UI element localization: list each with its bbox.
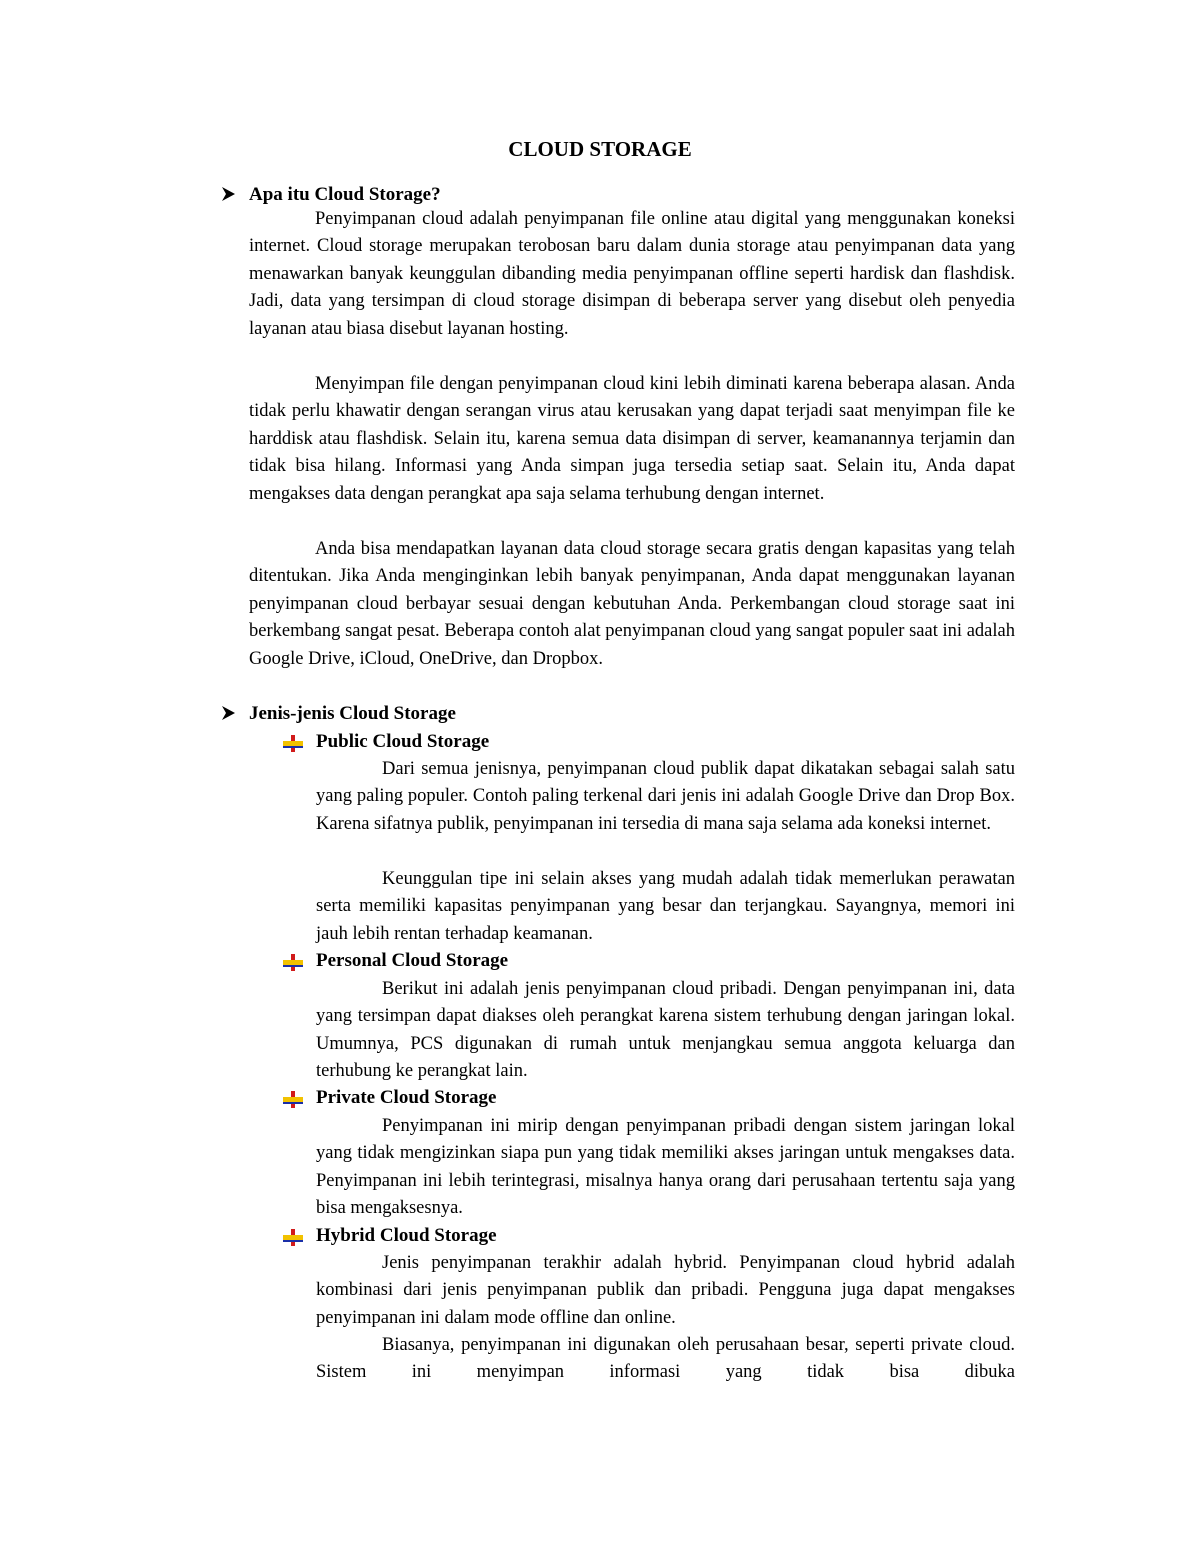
- plus-bullet-icon: [282, 1090, 304, 1108]
- section-heading-text: Apa itu Cloud Storage?: [249, 184, 441, 205]
- subsection-heading-text: Public Cloud Storage: [316, 731, 490, 752]
- arrow-bullet-icon: [220, 181, 240, 216]
- subsection-heading-text: Hybrid Cloud Storage: [316, 1225, 497, 1246]
- plus-bullet-icon: [282, 1228, 304, 1246]
- paragraph: Keunggulan tipe ini selain akses yang mudah adalah tidak memerlukan perawatan serta memiliki kapasitas penyimpanan yang besar dan terjangkau. Sayangnya, memori ini jauh lebih rentan terhadap keamanan.: [316, 869, 1015, 944]
- plus-bullet-icon: [282, 953, 304, 971]
- document-title: CLOUD STORAGE: [508, 137, 692, 161]
- subsection-heading-text: Personal Cloud Storage: [316, 950, 509, 971]
- paragraph: Menyimpan file dengan penyimpanan cloud kini lebih diminati karena beberapa alasan. Anda tidak perlu khawatir dengan serangan virus atau kerusakan yang dapat terjadi saat menyimpan file ke harddisk atau flashdisk. Selain itu, karena semua data disimpan di server, keamanannya terjamin dan tidak bisa hilang. Informasi yang Anda simpan juga tersedia setiap saat. Selain itu, Anda dapat mengakses data dengan perangkat apa saja selama terhubung dengan internet.: [249, 374, 1015, 504]
- paragraph: Anda bisa mendapatkan layanan data cloud storage secara gratis dengan kapasitas yang telah ditentukan. Jika Anda menginginkan lebih banyak penyimpanan, Anda dapat menggunakan layanan penyimpanan cloud berbayar sesuai dengan kebutuhan Anda. Perkembangan cloud storage saat ini berkembang sangat pesat. Beberapa contoh alat penyimpanan cloud yang sangat populer saat ini adalah Google Drive, iCloud, OneDrive, dan Dropbox.: [249, 539, 1015, 669]
- subsection-heading-text: Private Cloud Storage: [316, 1087, 497, 1108]
- paragraph: Dari semua jenisnya, penyimpanan cloud publik dapat dikatakan sebagai salah satu yang paling populer. Contoh paling terkenal dari jenis ini adalah Google Drive dan Drop Box. Karena sifatnya publik, penyimpanan ini tersedia di mana saja selama ada koneksi internet.: [316, 759, 1015, 834]
- paragraph: Biasanya, penyimpanan ini digunakan oleh perusahaan besar, seperti private cloud. Sistem ini menyimpan informasi yang tidak bisa dibuka: [316, 1335, 1015, 1383]
- paragraph: Berikut ini adalah jenis penyimpanan cloud pribadi. Dengan penyimpanan ini, data yang tersimpan dapat diakses oleh perangkat karena sistem terhubung dengan jaringan lokal. Umumnya, PCS digunakan di rumah untuk menjangkau semua anggota keluarga dan terhubung ke perangkat lain.: [316, 979, 1015, 1082]
- paragraph: Penyimpanan cloud adalah penyimpanan file online atau digital yang menggunakan koneksi internet. Cloud storage merupakan terobosan baru dalam dunia storage atau penyimpanan data yang menawarkan banyak keunggulan dibanding media penyimpanan offline seperti hardisk dan flashdisk. Jadi, data yang tersimpan di cloud storage disimpan di beberapa server yang disebut oleh penyedia layanan atau biasa disebut layanan hosting.: [249, 209, 1015, 339]
- paragraph: Jenis penyimpanan terakhir adalah hybrid. Penyimpanan cloud hybrid adalah kombinasi dari jenis penyimpanan publik dan pribadi. Pengguna juga dapat mengakses penyimpanan ini dalam mode offline dan online.: [316, 1253, 1015, 1328]
- section-heading-text: Jenis-jenis Cloud Storage: [249, 703, 456, 724]
- plus-bullet-icon: [282, 734, 304, 752]
- arrow-bullet-icon: [220, 700, 240, 735]
- paragraph: Penyimpanan ini mirip dengan penyimpanan pribadi dengan sistem jaringan lokal yang tidak mengizinkan siapa pun yang tidak memiliki akses jaringan untuk mengakses data. Penyimpanan ini lebih terintegrasi, misalnya hanya orang dari perusahaan tertentu saja yang bisa mengaksesnya.: [316, 1116, 1015, 1219]
